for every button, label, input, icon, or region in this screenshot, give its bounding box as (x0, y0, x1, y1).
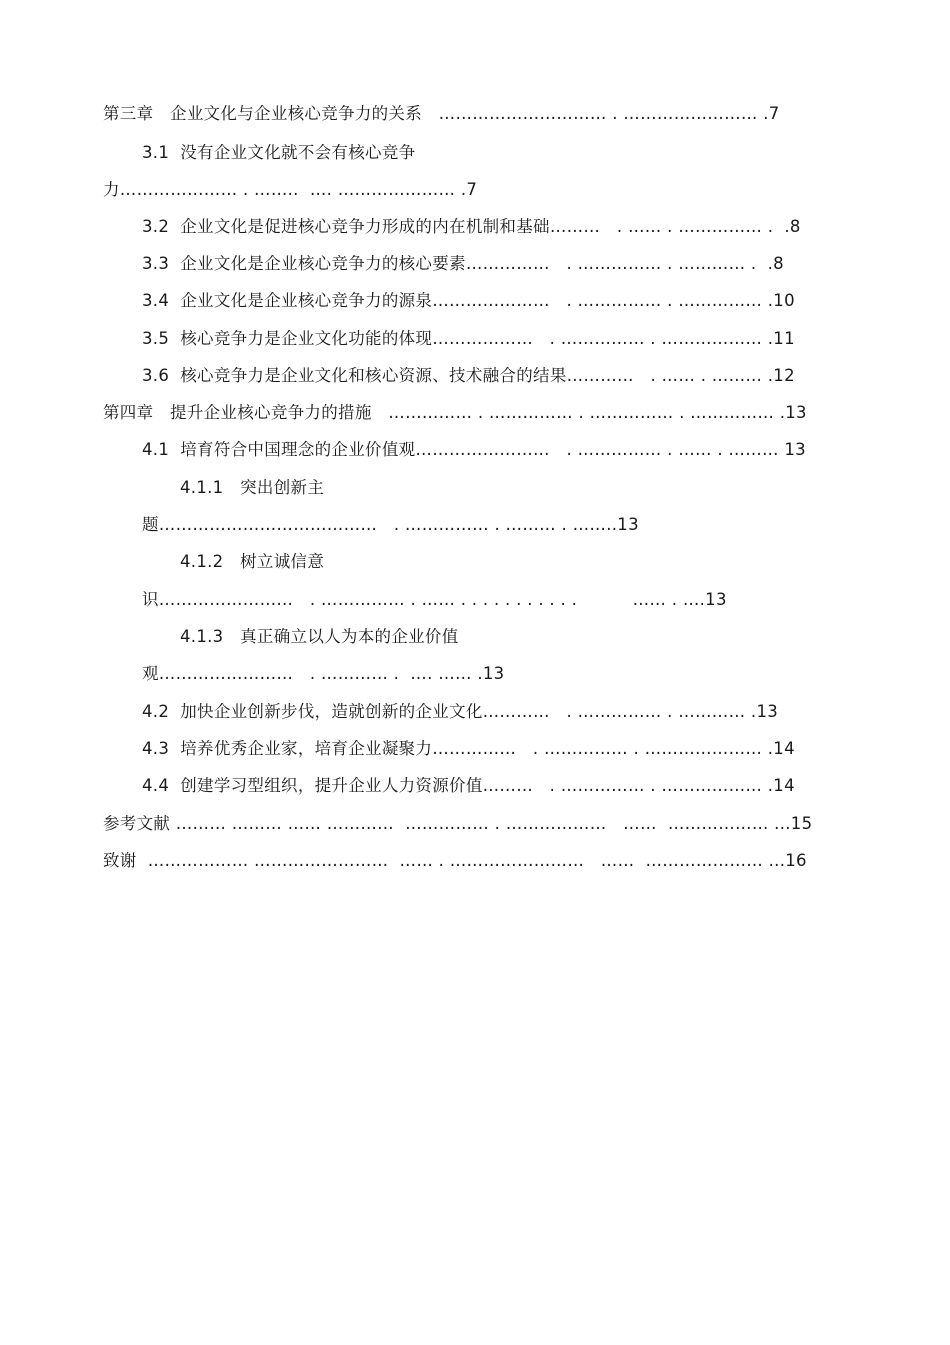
toc-item-3-2[interactable]: 3.2 企业文化是促进核心竞争力形成的内在机制和基础……… . …… . …………… . .8 (142, 217, 801, 236)
toc-item-3-4[interactable]: 3.4 企业文化是企业核心竞争力的源泉………………… . …………… . …………… .10 (142, 291, 795, 310)
toc-item-3-3[interactable]: 3.3 企业文化是企业核心竞争力的核心要素…………… . …………… . ………… . .8 (142, 254, 784, 273)
toc-item-4-1-1-title[interactable]: 4.1.1 突出创新主 (180, 478, 325, 497)
toc-chapter-4[interactable]: 第四章 提升企业核心竞争力的措施 …………… . …………… . …………… . …………… .13 (103, 403, 807, 422)
toc-item-4-1-2-cont[interactable]: 识…………………… . …………… . …… . . . . . . . . . . . …… . ….13 (142, 590, 727, 609)
toc-item-3-5[interactable]: 3.5 核心竞争力是企业文化功能的体现……………… . …………… . ……………… .11 (142, 329, 795, 348)
toc-chapter-3[interactable]: 第三章 企业文化与企业核心竞争力的关系 ………………………… . …………………… .7 (103, 104, 780, 123)
toc-item-4-1[interactable]: 4.1 培育符合中国理念的企业价值观…………………… . …………… . …… . ……… 13 (142, 440, 806, 459)
toc-item-4-1-3-cont[interactable]: 观…………………… . ………… . …. …… .13 (142, 664, 505, 683)
toc-item-3-6[interactable]: 3.6 核心竞争力是企业文化和核心资源、技术融合的结果………… . …… . ……… .12 (142, 366, 795, 385)
toc-item-4-2[interactable]: 4.2 加快企业创新步伐，造就创新的企业文化………… . …………… . ………… .13 (142, 702, 779, 721)
toc-references[interactable]: 参考文献 ……… ……… …… ………… …………… . ……………… …… ……………… ...15 (103, 814, 813, 833)
toc-item-4-1-3-title[interactable]: 4.1.3 真正确立以人为本的企业价值 (180, 627, 459, 646)
toc-item-3-1-cont[interactable]: 力………………… . …….. …. ………………… .7 (103, 180, 478, 199)
toc-item-3-1-title[interactable]: 3.1 没有企业文化就不会有核心竞争 (142, 143, 416, 162)
toc-item-4-3[interactable]: 4.3 培养优秀企业家，培育企业凝聚力…………… . …………… . ………………… .14 (142, 739, 795, 758)
toc-item-4-1-1-cont[interactable]: 题………………………………… . …………… . ……… . ……..13 (142, 515, 639, 534)
toc-item-4-1-2-title[interactable]: 4.1.2 树立诚信意 (180, 552, 325, 571)
toc-acknowledgements[interactable]: 致谢 ……………… …………………… …… . …………………… …… ………………… ...16 (103, 851, 807, 870)
toc-item-4-4[interactable]: 4.4 创建学习型组织，提升企业人力资源价值……… . …………… . ……………… .14 (142, 776, 795, 795)
